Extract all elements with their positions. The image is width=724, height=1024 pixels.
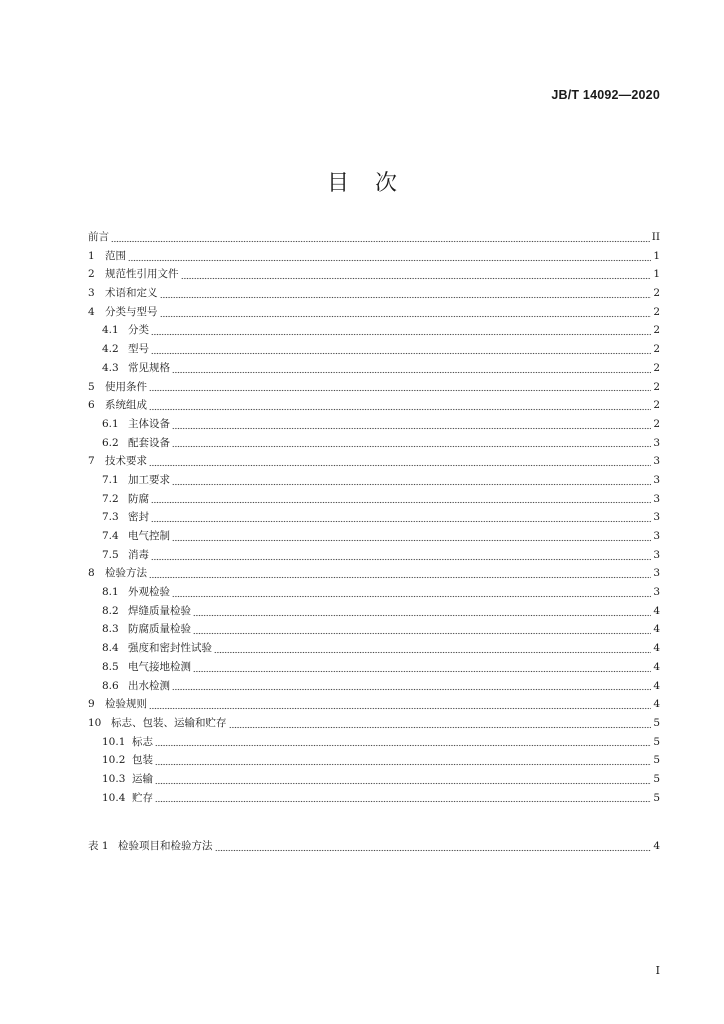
entry-label: 贮存 — [132, 791, 153, 804]
entry-number: 8.1 — [102, 586, 119, 599]
entry-page-number: 5 — [653, 754, 660, 767]
dot-leader — [111, 240, 650, 243]
entry-page-number: 5 — [653, 716, 660, 729]
toc-entry[interactable] — [88, 677, 660, 696]
entry-label: 防腐质量检验 — [128, 623, 191, 636]
entry-label: 包装 — [132, 754, 153, 767]
dot-leader — [149, 464, 651, 467]
entry-page-number: II — [651, 231, 660, 243]
entry-number: 8.2 — [102, 604, 119, 617]
toc-entry[interactable] — [88, 378, 660, 397]
toc-entry[interactable] — [88, 228, 660, 247]
entry-label: 配套设备 — [128, 436, 170, 449]
entry-number: 4 — [88, 305, 95, 318]
entry-label: 使用条件 — [105, 380, 147, 393]
entry-page-number: 4 — [653, 623, 660, 636]
toc-entry[interactable] — [88, 452, 660, 471]
entry-page-number: 4 — [653, 679, 660, 692]
entry-page-number: 2 — [653, 399, 660, 412]
entry-label: 规范性引用文件 — [105, 268, 179, 281]
entry-number: 8.6 — [102, 679, 119, 692]
entry-page-number: 3 — [653, 455, 660, 468]
toc-entry[interactable] — [88, 265, 660, 284]
entry-number: 6.2 — [102, 436, 119, 449]
entry-number: 7.5 — [102, 548, 119, 561]
entry-label: 分类与型号 — [105, 305, 158, 318]
entry-page-number: 1 — [653, 249, 660, 262]
toc-entry[interactable] — [88, 471, 660, 490]
entry-label: 强度和密封性试验 — [128, 642, 212, 655]
toc-entry[interactable] — [88, 303, 660, 322]
entry-number: 3 — [88, 287, 95, 300]
dot-leader — [151, 501, 651, 504]
entry-number: 9 — [88, 698, 95, 711]
entry-page-number: 5 — [653, 791, 660, 804]
entry-page-number: 5 — [653, 735, 660, 748]
dot-leader — [151, 352, 651, 355]
toc-entry[interactable] — [88, 695, 660, 714]
entry-number: 10.2 — [102, 754, 126, 767]
toc-entry[interactable] — [88, 546, 660, 565]
dot-leader — [172, 427, 651, 430]
entry-label: 常见规格 — [128, 361, 170, 374]
toc-entry[interactable] — [88, 583, 660, 602]
entry-number: 1 — [88, 249, 95, 262]
toc-entry[interactable] — [88, 620, 660, 639]
entry-page-number: 4 — [653, 698, 660, 711]
entry-page-number: 4 — [653, 660, 660, 673]
toc-entry[interactable] — [88, 658, 660, 677]
entry-label: 检验方法 — [105, 567, 147, 580]
entry-label: 系统组成 — [105, 399, 147, 412]
entry-number: 6 — [88, 399, 95, 412]
page-number: I — [655, 964, 660, 977]
entry-label: 消毒 — [128, 548, 149, 561]
entry-label: 出水检测 — [128, 679, 170, 692]
toc-entry[interactable] — [88, 770, 660, 789]
dot-leader — [172, 483, 651, 486]
entry-number: 表 1 — [88, 840, 109, 852]
dot-leader — [215, 849, 652, 852]
list-of-tables — [88, 837, 660, 856]
entry-page-number: 4 — [653, 642, 660, 655]
entry-label: 标志 — [132, 735, 153, 748]
toc-entry[interactable] — [88, 602, 660, 621]
toc-entry[interactable] — [88, 639, 660, 658]
entry-page-number: 2 — [653, 343, 660, 356]
entry-number: 4.2 — [102, 343, 119, 356]
entry-label: 检验规则 — [105, 698, 147, 711]
dot-leader — [151, 520, 651, 523]
entry-label: 范围 — [105, 249, 126, 262]
entry-label: 电气接地检测 — [128, 660, 191, 673]
entry-page-number: 2 — [653, 380, 660, 393]
entry-page-number: 3 — [653, 548, 660, 561]
dot-leader — [172, 445, 651, 448]
entry-label: 检验项目和检验方法 — [118, 840, 213, 852]
entry-number: 10 — [88, 716, 102, 729]
entry-page-number: 3 — [653, 530, 660, 542]
entry-label: 技术要求 — [105, 455, 147, 468]
entry-number: 10.3 — [102, 772, 126, 785]
entry-number: 7.3 — [102, 511, 119, 524]
dot-leader — [128, 259, 651, 262]
dot-leader — [151, 333, 651, 336]
entry-number: 4.3 — [102, 361, 119, 374]
dot-leader — [149, 576, 651, 579]
toc-entry[interactable] — [88, 359, 660, 378]
dot-leader — [149, 389, 651, 392]
dot-leader — [193, 632, 651, 635]
entry-number: 6.1 — [102, 417, 119, 430]
toc-entry[interactable] — [88, 321, 660, 340]
standard-code: JB/T 14092—2020 — [551, 88, 660, 102]
dot-leader — [172, 688, 651, 691]
dot-leader — [229, 726, 652, 729]
entry-number: 7.1 — [102, 473, 119, 486]
dot-leader — [193, 670, 651, 673]
entry-label: 标志、包装、运输和贮存 — [111, 716, 227, 729]
dot-leader — [172, 595, 651, 598]
entry-page-number: 1 — [653, 268, 660, 281]
entry-number: 7.2 — [102, 492, 119, 505]
dot-leader — [193, 614, 651, 617]
toc-entry[interactable] — [88, 340, 660, 359]
toc-entry[interactable] — [88, 751, 660, 770]
toc-entry[interactable] — [88, 284, 660, 303]
entry-page-number: 3 — [653, 567, 660, 580]
entry-label: 外观检验 — [128, 586, 170, 599]
entry-page-number: 3 — [653, 511, 660, 524]
entry-label: 焊缝质量检验 — [128, 604, 191, 617]
entry-label: 前言 — [88, 231, 109, 243]
toc-entry[interactable] — [88, 490, 660, 509]
entry-page-number: 3 — [653, 492, 660, 505]
toc-entry[interactable] — [88, 434, 660, 453]
entry-page-number: 2 — [653, 361, 660, 374]
entry-label: 分类 — [128, 324, 149, 337]
entry-label: 防腐 — [128, 492, 149, 505]
entry-number: 10.4 — [102, 791, 126, 804]
dot-leader — [149, 408, 651, 411]
entry-number: 2 — [88, 268, 95, 281]
page-title: 目次 — [326, 171, 423, 196]
entry-number: 8.5 — [102, 660, 119, 673]
entry-page-number: 3 — [653, 586, 660, 599]
toc-entry[interactable] — [88, 396, 660, 415]
entry-label: 术语和定义 — [105, 287, 158, 300]
entry-number: 8.3 — [102, 623, 119, 636]
dot-leader — [172, 371, 651, 374]
entry-label: 加工要求 — [128, 473, 170, 486]
entry-label: 密封 — [128, 511, 149, 524]
table-of-contents — [88, 228, 660, 807]
toc-entry[interactable] — [88, 714, 660, 733]
toc-entry[interactable] — [88, 247, 660, 266]
dot-leader — [151, 558, 651, 561]
dot-leader — [214, 651, 651, 654]
entry-page-number: 3 — [653, 436, 660, 449]
entry-number: 7.4 — [102, 530, 119, 542]
dot-leader — [155, 763, 651, 766]
entry-page-number: 2 — [653, 305, 660, 318]
entry-number: 5 — [88, 380, 95, 393]
entry-number: 4.1 — [102, 324, 119, 337]
entry-number: 8 — [88, 567, 95, 580]
toc-entry[interactable] — [88, 508, 660, 527]
dot-leader — [172, 539, 651, 542]
table-list-entry[interactable] — [88, 837, 660, 856]
dot-leader — [160, 315, 652, 318]
dot-leader — [155, 800, 651, 803]
toc-entry[interactable] — [88, 564, 660, 583]
dot-leader — [155, 744, 651, 747]
entry-label: 型号 — [128, 343, 149, 356]
entry-page-number: 3 — [653, 473, 660, 486]
entry-label: 主体设备 — [128, 417, 170, 430]
entry-page-number: 4 — [653, 840, 660, 852]
toc-entry[interactable] — [88, 789, 660, 808]
dot-leader — [181, 277, 652, 280]
entry-page-number: 4 — [653, 604, 660, 617]
dot-leader — [149, 707, 651, 710]
entry-label: 电气控制 — [128, 530, 170, 542]
entry-page-number: 2 — [653, 417, 660, 430]
entry-page-number: 2 — [653, 324, 660, 337]
entry-number: 8.4 — [102, 642, 119, 655]
dot-leader — [155, 782, 651, 785]
entry-page-number: 5 — [653, 772, 660, 785]
toc-entry[interactable] — [88, 415, 660, 434]
entry-number: 10.1 — [102, 735, 126, 748]
entry-label: 运输 — [132, 772, 153, 785]
entry-number: 7 — [88, 455, 95, 468]
dot-leader — [160, 296, 652, 299]
toc-entry[interactable] — [88, 733, 660, 752]
toc-entry[interactable] — [88, 527, 660, 546]
entry-page-number: 2 — [653, 287, 660, 300]
